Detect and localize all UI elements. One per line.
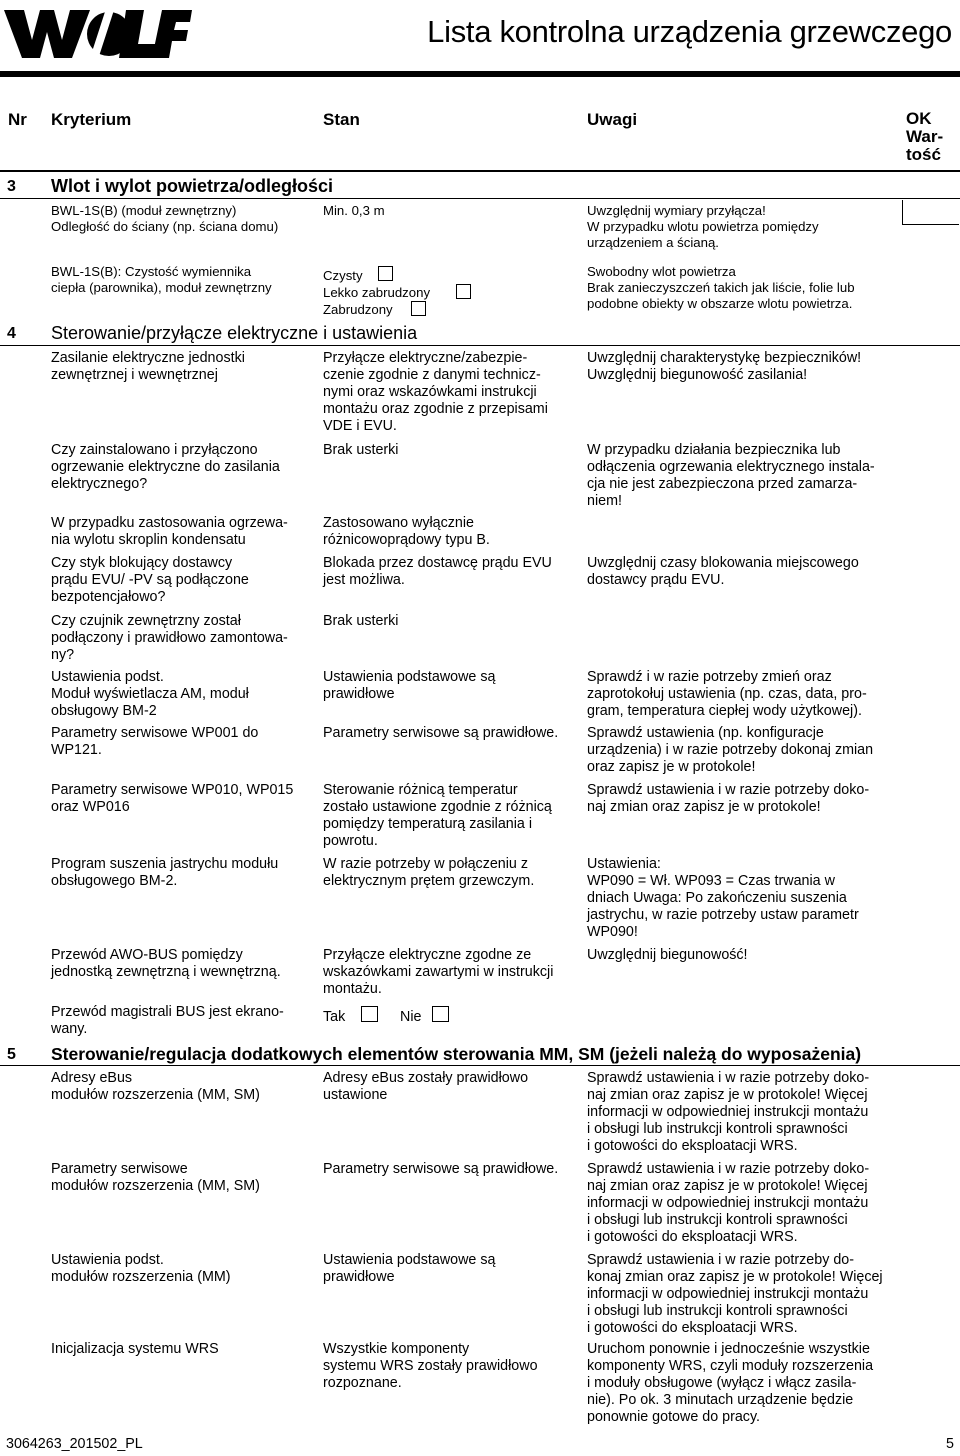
s4-row11-kryterium: Przewód magistrali BUS jest ekrano- wany. [51, 1004, 284, 1037]
s3-row2-kryterium: BWL-1S(B): Czystość wymiennika ciepła (parownika), moduł zewnętrzny [51, 264, 272, 295]
checkbox-label-tak: Tak [323, 1009, 346, 1025]
s4-row2-stan: Brak usterki [323, 442, 399, 458]
s5-row4-kryterium: Inicjalizacja systemu WRS [51, 1341, 219, 1357]
s4-row7-uwagi: Sprawdź ustawienia (np. konfiguracje urządzenia) i w razie potrzeby dokonaj zmian oraz zapisz je w protokole! [587, 725, 874, 775]
section-3-title: Wlot i wylot powietrza/odległości [51, 176, 334, 196]
s4-row1-uwagi: Uwzględnij charakterystykę bezpieczników! Uwzględnij biegunowość zasilania! [587, 350, 862, 383]
section-5-title: Sterowanie/regulacja dodatkowych elementów sterowania MM, SM (jeżeli należą do wyposażenia) [51, 1044, 862, 1064]
s4-row6-uwagi: Sprawdź i w razie potrzeby zmień oraz zaprotokołuj ustawienia (np. czas, data, pro- gram, temperatura ciepłej wody użytkowej). [587, 669, 867, 719]
section-4-title: Sterowanie/przyłącze elektryczne i ustawienia [51, 323, 418, 343]
s5-row3-uwagi: Sprawdź ustawienia i w razie potrzeby do- konaj zmian oraz zapisz je w protokole! Więcej informacji w odpowiedniej instrukcji montażu i obsługi lub instrukcji kontroli sprawności i gotowości do eksploatacji WRS. [587, 1252, 883, 1336]
s3-row1-kryterium: BWL-1S(B) (moduł zewnętrzny) Odległość do ściany (np. ściana domu) [51, 203, 279, 234]
checkbox-lekko-zabrudzony[interactable] [456, 284, 471, 299]
s5-row3-stan: Ustawienia podstawowe są prawidłowe [323, 1252, 496, 1285]
column-header-uwagi: Uwagi [587, 110, 638, 129]
s4-row7-stan: Parametry serwisowe są prawidłowe. [323, 725, 559, 741]
section-5-number: 5 [7, 1046, 16, 1063]
ok-value-cell[interactable] [902, 200, 959, 225]
checkbox-czysty[interactable] [378, 266, 393, 281]
header-rule [0, 71, 960, 77]
s4-row9-kryterium: Program suszenia jastrychu modułu obsługowego BM-2. [51, 856, 279, 889]
s5-row4-stan: Wszystkie komponenty systemu WRS zostały prawidłowo rozpoznane. [323, 1341, 538, 1391]
s4-row2-uwagi: W przypadku działania bezpiecznika lub odłączenia ogrzewania elektrycznego instala- cja nie jest zabezpieczona przed zamarza- niem! [587, 442, 875, 509]
column-header-stan: Stan [323, 110, 360, 129]
checkbox-nie[interactable] [432, 1006, 449, 1022]
s4-row8-kryterium: Parametry serwisowe WP010, WP015 oraz WP016 [51, 782, 294, 815]
s4-row8-stan: Sterowanie różnicą temperatur zostało ustawione zgodnie z różnicą pomiędzy temperaturą zasilania i powrotu. [323, 782, 552, 849]
s4-row10-kryterium: Przewód AWO-BUS pomiędzy jednostką zewnętrzną i wewnętrzną. [51, 947, 281, 980]
checkbox-tak[interactable] [361, 1006, 378, 1022]
s5-row1-stan: Adresy eBus zostały prawidłowo ustawione [323, 1070, 529, 1103]
s5-row1-uwagi: Sprawdź ustawienia i w razie potrzeby doko- naj zmian oraz zapisz je w protokole! Więcej informacji w odpowiedniej instrukcji montażu i obsługi lub instrukcji kontroli sprawności i gotowości do eksploatacji WRS. [587, 1070, 870, 1154]
section-5-rule [0, 1065, 960, 1066]
s4-row6-stan: Ustawienia podstawowe są prawidłowe [323, 669, 496, 702]
s3-row1-uwagi: Uwzględnij wymiary przyłącza! W przypadku wlotu powietrza pomiędzy urządzeniem a ścianą. [587, 203, 819, 250]
checkbox-label-nie: Nie [400, 1009, 422, 1025]
page-number: 5 [946, 1436, 954, 1452]
section-4-rule [0, 345, 960, 346]
s4-row9-stan: W razie potrzeby w połączeniu z elektrycznym prętem grzewczym. [323, 856, 535, 889]
s4-row9-uwagi: Ustawienia: WP090 = Wł. WP093 = Czas trwania w dniach Uwaga: Po zakończeniu suszenia jastrychu, w razie potrzeby ustaw parametr WP090! [587, 856, 859, 940]
document-title: Lista kontrolna urządzenia grzewczego [427, 14, 952, 49]
s5-row2-kryterium: Parametry serwisowe modułów rozszerzenia (MM, SM) [51, 1161, 260, 1194]
s3-row2-uwagi: Swobodny wlot powietrza Brak zanieczyszczeń takich jak liście, folie lub podobne obiekty w obszarze wlotu powietrza. [587, 264, 855, 311]
checkbox-label-lekko-zabrudzony: Lekko zabrudzony [323, 285, 431, 300]
s4-row4-stan: Blokada przez dostawcę prądu EVU jest możliwa. [323, 555, 552, 588]
s5-row1-kryterium: Adresy eBus modułów rozszerzenia (MM, SM) [51, 1070, 260, 1103]
s4-row6-kryterium: Ustawienia podst. Moduł wyświetlacza AM, moduł obsługowy BM-2 [51, 669, 249, 719]
wolf-logo [2, 6, 192, 62]
checkbox-zabrudzony[interactable] [411, 301, 426, 316]
s4-row5-kryterium: Czy czujnik zewnętrzny został podłączony i prawidłowo zamontowa- ny? [51, 613, 288, 663]
s5-row2-stan: Parametry serwisowe są prawidłowe. [323, 1161, 559, 1177]
s4-row3-stan: Zastosowano wyłącznie różnicowoprądowy typu B. [323, 515, 490, 548]
column-header-ok: OK War- tość [906, 109, 944, 164]
s4-row10-stan: Przyłącze elektryczne zgodne ze wskazówkami zawartymi w instrukcji montażu. [323, 947, 554, 997]
s4-row1-stan: Przyłącze elektryczne/zabezpie- czenie zgodnie z danymi technicz- nymi oraz wskazówkami instrukcji montażu oraz zgodnie z przepisami VDE i EVU. [323, 350, 548, 434]
column-header-nr: Nr [8, 110, 27, 129]
s4-row4-kryterium: Czy styk blokujący dostawcy prądu EVU/ -PV są podłączone bezpotencjałowo? [51, 555, 249, 605]
column-header-rule [0, 170, 960, 172]
s4-row3-kryterium: W przypadku zastosowania ogrzewa- nia wylotu skroplin kondensatu [51, 515, 288, 548]
s4-row4-uwagi: Uwzględnij czasy blokowania miejscowego dostawcy prądu EVU. [587, 555, 859, 588]
s5-row3-kryterium: Ustawienia podst. modułów rozszerzenia (MM) [51, 1252, 231, 1285]
s5-row4-uwagi: Uruchom ponownie i jednocześnie wszystkie komponenty WRS, czyli moduły rozszerzenia i moduły obsługowe (wyłącz i włącz zasila- nie). Po ok. 3 minutach urządzenie będzie ponownie gotowe do pracy. [587, 1341, 874, 1425]
s3-row1-stan: Min. 0,3 m [323, 203, 385, 218]
section-3-rule [0, 198, 960, 199]
s4-row2-kryterium: Czy zainstalowano i przyłączono ogrzewanie elektryczne do zasilania elektrycznego? [51, 442, 280, 492]
section-3-number: 3 [7, 178, 16, 195]
column-header-kryterium: Kryterium [51, 110, 132, 129]
s5-row2-uwagi: Sprawdź ustawienia i w razie potrzeby doko- naj zmian oraz zapisz je w protokole! Więcej informacji w odpowiedniej instrukcji montażu i obsługi lub instrukcji kontroli sprawności i gotowości do eksploatacji WRS. [587, 1161, 870, 1245]
s4-row10-uwagi: Uwzględnij biegunowość! [587, 947, 748, 963]
document-code: 3064263_201502_PL [6, 1436, 143, 1452]
section-4-number: 4 [7, 325, 16, 342]
s4-row5-stan: Brak usterki [323, 613, 399, 629]
checkbox-label-czysty: Czysty [323, 268, 363, 283]
s4-row8-uwagi: Sprawdź ustawienia i w razie potrzeby doko- naj zmian oraz zapisz je w protokole! [587, 782, 870, 815]
s4-row1-kryterium: Zasilanie elektryczne jednostki zewnętrznej i wewnętrznej [51, 350, 245, 383]
checkbox-label-zabrudzony: Zabrudzony [323, 302, 393, 317]
s4-row7-kryterium: Parametry serwisowe WP001 do WP121. [51, 725, 259, 758]
